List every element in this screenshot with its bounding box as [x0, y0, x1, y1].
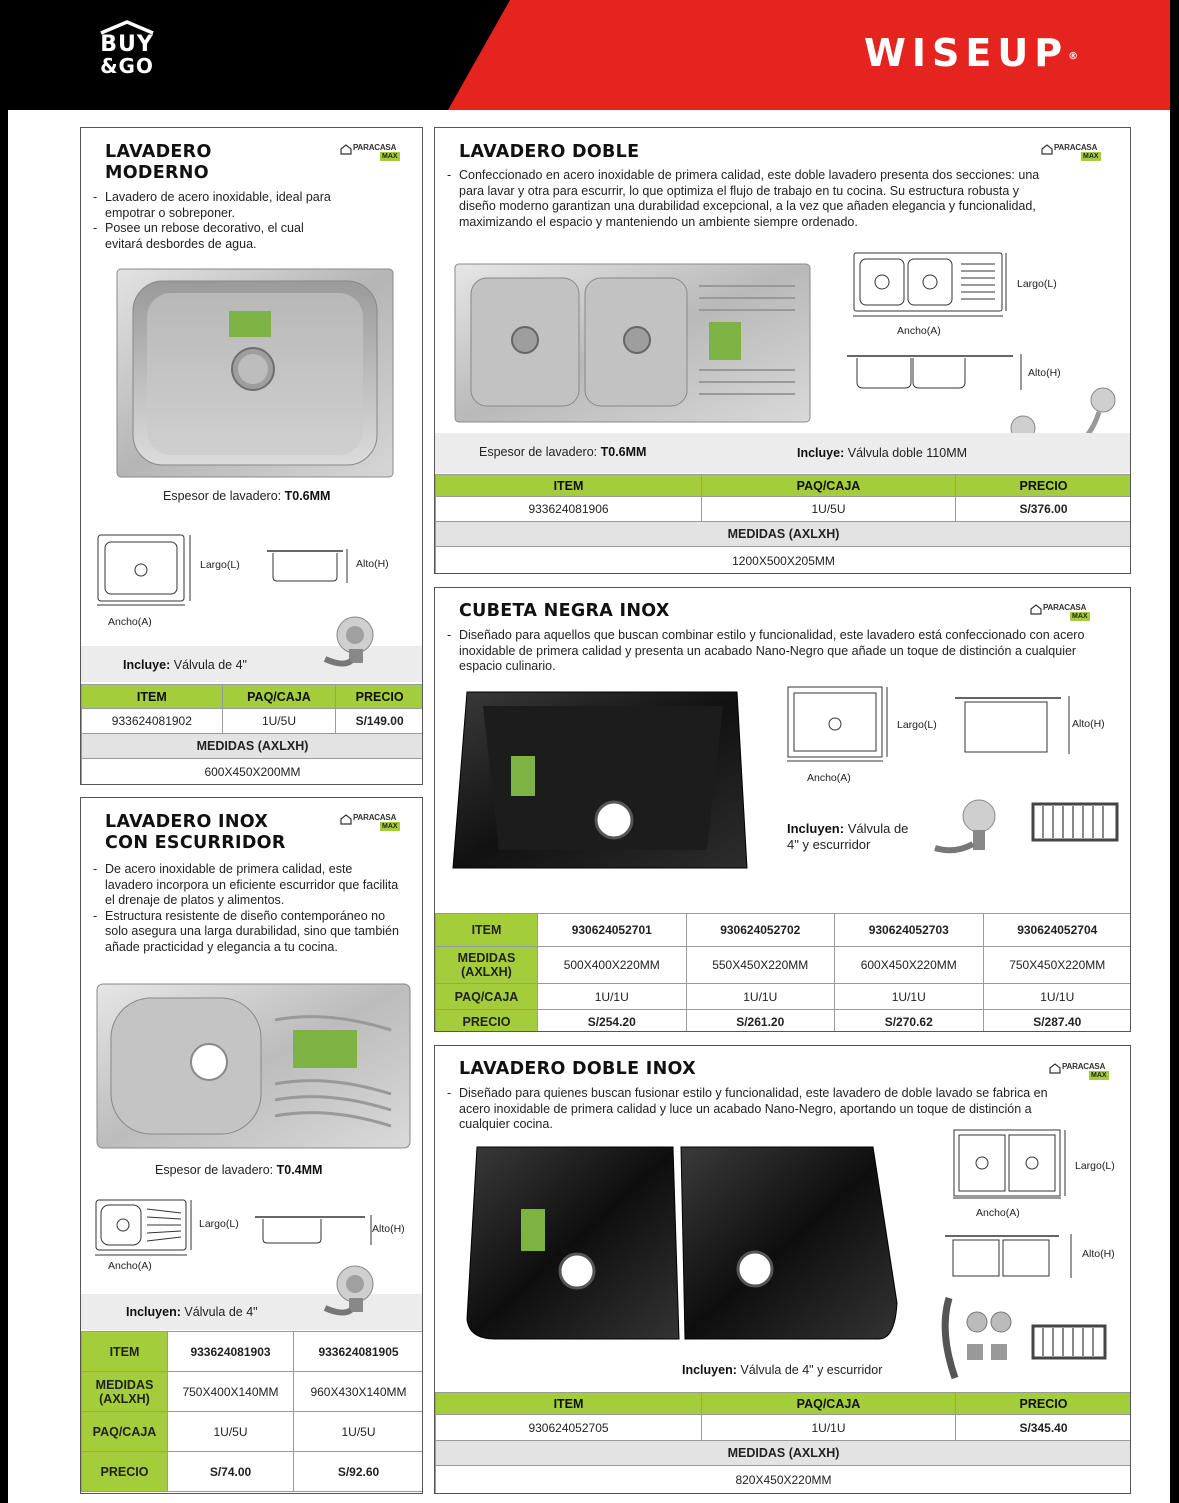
includes-label	[682, 1363, 882, 1377]
row-header-precio: PRECIO	[82, 1452, 168, 1492]
dim-label-largo: Largo(L)	[199, 1218, 239, 1230]
dimension-diagram-top-view	[97, 534, 189, 604]
includes-label	[797, 446, 967, 460]
includes-label	[123, 658, 247, 672]
drain-valve-photo	[935, 796, 999, 860]
brand-tag: MAX	[382, 153, 398, 160]
dimension-diagram-side-view	[945, 1234, 1075, 1280]
dimension-diagram-side-view	[255, 1215, 373, 1247]
dim-label-ancho: Ancho(A)	[976, 1207, 1020, 1219]
desc-bullet: - Estructura resistente de diseño contemporáneo no solo asegura una larga durabilidad, sino que también añade practicidad y elegancia a tu cocina.	[93, 909, 403, 956]
paracasa-max-logo	[340, 143, 404, 165]
row-header-paq: PAQ/CAJA	[82, 1412, 168, 1452]
dim-label-largo: Largo(L)	[200, 559, 240, 571]
includes-title: Incluye:	[123, 658, 171, 672]
cell-paq: 1U/5U	[222, 709, 336, 734]
cell-paq: 1U/1U	[702, 1415, 956, 1441]
desc-bullet: - Diseñado para quienes buscan fusionar estilo y funcionalidad, este lavadero de doble lavado se fabrica en acero inoxidable de primera calidad y luce un acabado Nano-Negro, aportando un toque de distinción a cualquier cocina.	[447, 1086, 1077, 1133]
logo-text-buy: BUY	[100, 32, 154, 57]
dimension-diagram-top-view	[95, 1199, 197, 1257]
product-title: LAVADERO DOBLE INOX	[459, 1059, 696, 1079]
includes-value: Válvula de 4"	[184, 1305, 258, 1319]
product-card-cubeta-negra-inox	[434, 587, 1131, 1032]
cell-paq: 1U/5U	[702, 497, 956, 522]
sink-photo	[455, 264, 810, 424]
drain-valve-photo	[325, 1264, 385, 1324]
product-card-lavadero-doble-inox	[434, 1045, 1131, 1494]
cell-precio: S/287.40	[983, 1010, 1131, 1033]
title-line-2: MODERNO	[105, 163, 209, 183]
col-header-precio: PRECIO	[956, 1393, 1132, 1415]
price-table	[435, 1392, 1131, 1494]
measures-value: 820X450X220MM	[436, 1466, 1132, 1494]
dimension-diagram-top-view	[853, 252, 1008, 318]
paracasa-max-logo	[340, 813, 404, 835]
dim-label-alto: Alto(H)	[372, 1223, 405, 1235]
includes-title: Incluyen:	[787, 821, 845, 836]
includes-value: Válvula doble 110MM	[847, 446, 968, 460]
black-double-sink-photo	[459, 1143, 899, 1343]
desc-bullet: - Posee un rebose decorativo, el cual evitará desbordes de agua.	[93, 221, 338, 252]
product-title: LAVADERO DOBLE	[459, 142, 640, 162]
product-description	[447, 1086, 1077, 1133]
includes-value-line-2: 4" y escurridor	[787, 837, 871, 852]
dim-label-alto: Alto(H)	[1082, 1248, 1115, 1260]
cell-item: 933624081905	[294, 1332, 424, 1372]
col-header-paq: PAQ/CAJA	[702, 1393, 956, 1415]
includes-value: Válvula de 4" y escurridor	[740, 1363, 883, 1377]
drain-valves-photo	[935, 1292, 1019, 1388]
thickness-text: Espesor de lavadero:	[155, 1163, 274, 1177]
cell-medidas: 600X450X220MM	[835, 947, 984, 984]
col-header-precio: PRECIO	[956, 475, 1132, 497]
dimension-diagram-side-view	[955, 696, 1075, 756]
col-header-item: ITEM	[82, 685, 223, 709]
medidas-label: MEDIDAS	[95, 1377, 154, 1392]
dimension-diagram-side-view	[267, 549, 353, 585]
dimension-diagram-side-view	[847, 354, 1025, 392]
row-header-item: ITEM	[436, 914, 538, 947]
paracasa-max-logo	[1041, 143, 1105, 165]
measures-header: MEDIDAS (AXLXH)	[82, 734, 424, 759]
cell-item: 933624081903	[168, 1332, 294, 1372]
brand-name: PARACASA	[353, 143, 397, 152]
includes-label	[787, 821, 908, 853]
brand-tag: MAX	[1072, 613, 1088, 620]
thickness-label	[155, 1163, 322, 1177]
includes-label	[126, 1305, 258, 1319]
product-description	[447, 168, 1047, 230]
cell-paq: 1U/5U	[294, 1412, 424, 1452]
row-header-precio: PRECIO	[436, 1010, 538, 1033]
brand-name: PARACASA	[353, 813, 397, 822]
dim-label-alto: Alto(H)	[356, 558, 389, 570]
cell-medidas: 750X450X220MM	[983, 947, 1131, 984]
includes-value: Válvula de 4"	[173, 658, 247, 672]
cell-item: 933624081906	[436, 497, 702, 522]
sink-with-drainboard-photo	[97, 984, 410, 1150]
product-title	[105, 142, 212, 184]
cell-paq: 1U/5U	[168, 1412, 294, 1452]
cell-item: 930624052704	[983, 914, 1131, 947]
desc-bullet: - De acero inoxidable de primera calidad, este lavadero incorpora un eficiente escurridor que facilita el drenaje de platos y alimentos.	[93, 862, 403, 909]
registered-mark: ®	[1068, 51, 1079, 62]
row-header-medidas	[82, 1372, 168, 1412]
house-icon	[1030, 604, 1042, 615]
brand-name: PARACASA	[1054, 143, 1098, 152]
dimension-diagram-top-view	[787, 686, 889, 762]
measures-header: MEDIDAS (AXLXH)	[436, 1441, 1132, 1466]
dim-label-alto: Alto(H)	[1072, 718, 1105, 730]
product-title	[105, 812, 286, 854]
dim-label-largo: Largo(L)	[1075, 1160, 1115, 1172]
price-table	[435, 474, 1131, 574]
cell-precio: S/92.60	[294, 1452, 424, 1492]
cell-precio: S/345.40	[956, 1415, 1132, 1441]
house-icon	[1049, 1063, 1061, 1074]
cell-precio: S/270.62	[835, 1010, 984, 1033]
dim-label-ancho: Ancho(A)	[897, 325, 941, 337]
house-icon	[1041, 144, 1053, 155]
cell-precio: S/376.00	[956, 497, 1132, 522]
title-line-2: CON ESCURRIDOR	[105, 833, 286, 853]
house-icon	[340, 814, 352, 825]
row-header-paq: PAQ/CAJA	[436, 984, 538, 1010]
sink-photo	[117, 267, 393, 479]
dish-drainer-photo	[1029, 798, 1121, 848]
brand-tag: MAX	[1091, 1072, 1107, 1079]
brand-name: PARACASA	[1043, 603, 1087, 612]
product-card-lavadero-moderno	[80, 127, 423, 785]
house-roof-icon	[98, 20, 156, 34]
cell-precio: S/254.20	[538, 1010, 687, 1033]
product-description	[93, 862, 403, 955]
cell-item: 933624081902	[82, 709, 223, 734]
col-header-paq: PAQ/CAJA	[702, 475, 956, 497]
thickness-label	[479, 445, 646, 459]
product-description	[93, 190, 338, 252]
includes-title: Incluye:	[797, 446, 845, 460]
title-line-1: LAVADERO INOX	[105, 812, 269, 832]
brand-tag: MAX	[382, 823, 398, 830]
thickness-label	[163, 489, 330, 503]
dimension-diagram-top-view	[953, 1129, 1067, 1199]
cell-precio: S/74.00	[168, 1452, 294, 1492]
cell-paq: 1U/1U	[835, 984, 984, 1010]
paracasa-max-logo	[1030, 603, 1094, 625]
cell-medidas: 550X450X220MM	[686, 947, 835, 984]
dim-label-largo: Largo(L)	[897, 719, 937, 731]
thickness-text: Espesor de lavadero:	[163, 489, 282, 503]
black-sink-photo	[453, 692, 749, 870]
wiseup-logo	[864, 30, 1078, 76]
desc-bullet: - Lavadero de acero inoxidable, ideal para empotrar o sobreponer.	[93, 190, 338, 221]
measures-value: 600X450X200MM	[82, 759, 424, 786]
cell-precio: S/261.20	[686, 1010, 835, 1033]
includes-title: Incluyen:	[126, 1305, 181, 1319]
thickness-value: T0.6MM	[284, 489, 331, 503]
thickness-value: T0.6MM	[600, 445, 647, 459]
cell-item: 930624052705	[436, 1415, 702, 1441]
product-title: CUBETA NEGRA INOX	[459, 601, 670, 621]
header-banner	[8, 0, 1170, 110]
includes-value-line-1: Válvula de	[847, 821, 909, 836]
cell-paq: 1U/1U	[686, 984, 835, 1010]
brand-tag: MAX	[1083, 153, 1099, 160]
wiseup-logo-text: WISEUP	[864, 31, 1069, 75]
dish-drainer-photo	[1029, 1320, 1109, 1366]
medidas-label: MEDIDAS	[457, 951, 516, 965]
house-icon	[340, 144, 352, 155]
dim-label-ancho: Ancho(A)	[108, 616, 152, 628]
title-line-1: LAVADERO	[105, 142, 212, 162]
cell-precio: S/149.00	[336, 709, 423, 734]
col-header-precio: PRECIO	[336, 685, 423, 709]
logo-text-go: &GO	[100, 54, 154, 78]
col-header-paq: PAQ/CAJA	[222, 685, 336, 709]
brand-name: PARACASA	[1062, 1062, 1106, 1071]
dim-label-alto: Alto(H)	[1028, 367, 1061, 379]
product-card-lavadero-inox-escurridor	[80, 797, 423, 1494]
desc-bullet: - Confeccionado en acero inoxidable de primera calidad, este doble lavadero presenta dos secciones: una para lavar y otra para escurrir, lo que optimiza el flujo de trabajo en tu cocina. Su estructura robusta y diseño moderno garantizan una durabilidad excepcional, a la vez que añaden elegancia y funcionalidad, maximizando el espacio y manteniendo un ambiente siempre ordenado.	[447, 168, 1047, 230]
cell-item: 930624052703	[835, 914, 984, 947]
price-table	[435, 913, 1131, 1032]
product-card-lavadero-doble	[434, 127, 1131, 574]
row-header-medidas	[436, 947, 538, 984]
measures-value: 1200X500X205MM	[436, 547, 1132, 575]
price-table	[81, 684, 423, 785]
buy-and-go-logo	[92, 20, 162, 86]
dim-label-largo: Largo(L)	[1017, 278, 1057, 290]
dim-label-ancho: Ancho(A)	[807, 772, 851, 784]
measures-header: MEDIDAS (AXLXH)	[436, 522, 1132, 547]
product-description	[447, 628, 1087, 675]
col-header-item: ITEM	[436, 475, 702, 497]
col-header-item: ITEM	[436, 1393, 702, 1415]
cell-item: 930624052701	[538, 914, 687, 947]
catalog-page	[8, 0, 1170, 1503]
thickness-text: Espesor de lavadero:	[479, 445, 598, 459]
cell-paq: 1U/1U	[538, 984, 687, 1010]
row-header-item: ITEM	[82, 1332, 168, 1372]
dim-label-ancho: Ancho(A)	[108, 1260, 152, 1272]
thickness-value: T0.4MM	[276, 1163, 323, 1177]
cell-medidas: 500X400X220MM	[538, 947, 687, 984]
cell-medidas: 750X400X140MM	[168, 1372, 294, 1412]
medidas-sublabel: (AXLXH)	[461, 965, 512, 979]
price-table	[81, 1331, 423, 1492]
cell-paq: 1U/1U	[983, 984, 1131, 1010]
medidas-sublabel: (AXLXH)	[99, 1391, 150, 1406]
includes-title: Incluyen:	[682, 1363, 737, 1377]
drain-valve-photo	[325, 615, 385, 675]
desc-bullet: - Diseñado para aquellos que buscan combinar estilo y funcionalidad, este lavadero está confeccionado con acero inoxidable de primera calidad y presenta un acabado Nano-Negro que añade un toque de distinción a cualquier espacio culinario.	[447, 628, 1087, 675]
cell-medidas: 960X430X140MM	[294, 1372, 424, 1412]
paracasa-max-logo	[1049, 1062, 1113, 1084]
cell-item: 930624052702	[686, 914, 835, 947]
